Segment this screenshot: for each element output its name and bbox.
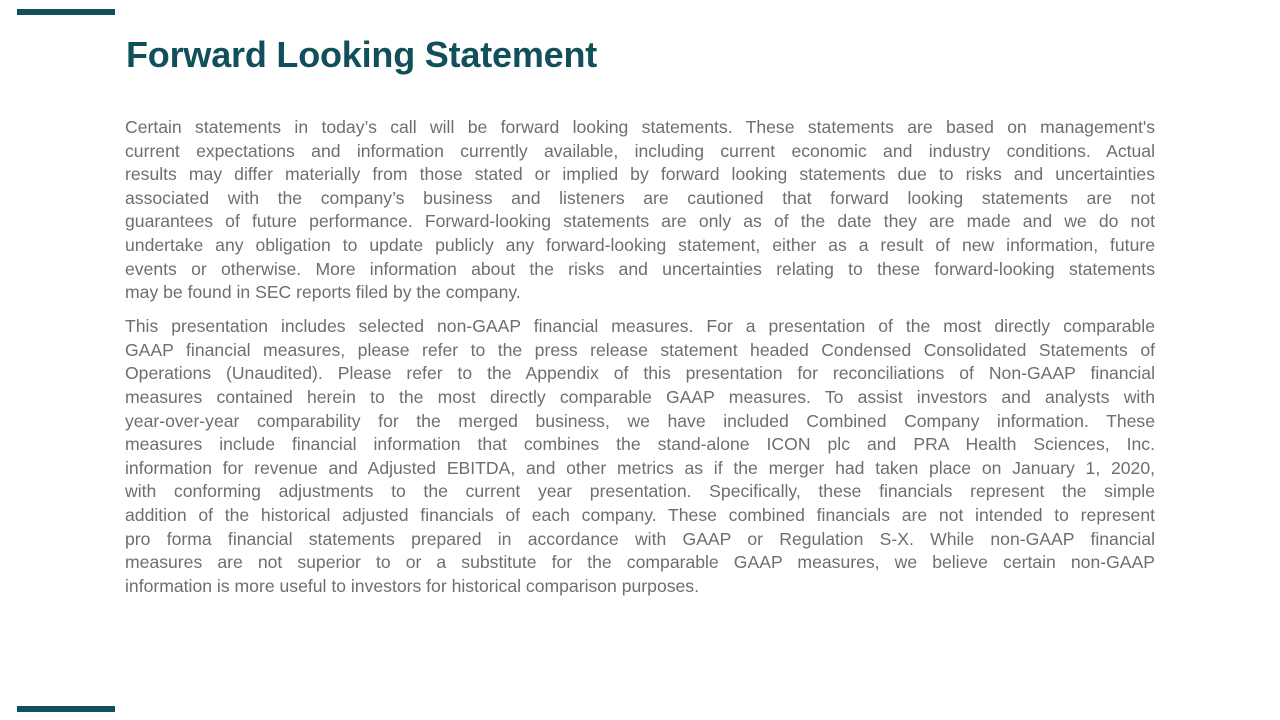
slide-title: Forward Looking Statement xyxy=(126,34,598,75)
paragraph-line: addition of the historical adjusted financials of each company. These combined financials are not intended to represent xyxy=(125,505,1155,525)
paragraph-line: guarantees of future performance. Forward-looking statements are only as of the date they are made and we do not xyxy=(125,211,1155,232)
slide-body xyxy=(125,116,1155,598)
paragraph-line: Operations (Unaudited). Please refer to the Appendix of this presentation for reconciliations of Non-GAAP financial xyxy=(125,363,1155,384)
corner-accent-bar-bottom xyxy=(17,706,115,712)
paragraph-line: information is more useful to investors for historical comparison purposes. xyxy=(125,575,699,596)
paragraph-line: with conforming adjustments to the current year presentation. Specifically, these financials represent the simple xyxy=(125,481,1155,502)
paragraph-line: measures are not superior to or a substitute for the comparable GAAP measures, we believe certain non-GAAP xyxy=(125,552,1155,573)
paragraph-line: undertake any obligation to update publicly any forward-looking statement, either as a result of new information, future xyxy=(125,234,1155,255)
paragraph-line: measures include financial information that combines the stand-alone ICON plc and PRA Health Sciences, Inc. xyxy=(125,434,1155,455)
paragraph-forward-looking xyxy=(125,116,1155,305)
paragraph-line: associated with the company’s business and listeners are cautioned that forward looking statements are not xyxy=(125,187,1155,208)
paragraph-line: measures contained herein to the most directly comparable GAAP measures. To assist investors and analysts with xyxy=(125,387,1155,408)
paragraph-line: This presentation includes selected non-GAAP financial measures. For a presentation of the most directly comparable xyxy=(125,316,1155,337)
paragraph-line: may be found in SEC reports filed by the company. xyxy=(125,282,521,303)
corner-accent-bar-top xyxy=(17,9,115,15)
paragraph-line: events or otherwise. More information about the risks and uncertainties relating to these forward-looking statements xyxy=(125,258,1155,279)
paragraph-line: Certain statements in today’s call will be forward looking statements. These statements are based on management's xyxy=(125,117,1155,137)
paragraph-line: GAAP financial measures, please refer to the press release statement headed Condensed Consolidated Statements of xyxy=(125,339,1155,360)
paragraph-line: current expectations and information currently available, including current economic and industry conditions. Actual xyxy=(125,140,1155,161)
paragraph-line: year-over-year comparability for the merged business, we have included Combined Company information. These xyxy=(125,410,1155,431)
paragraph-line: pro forma financial statements prepared in accordance with GAAP or Regulation S-X. While non-GAAP financial xyxy=(125,528,1155,549)
paragraph-line: results may differ materially from those stated or implied by forward looking statements due to risks and uncertainties xyxy=(125,164,1155,185)
paragraph-line: information for revenue and Adjusted EBITDA, and other metrics as if the merger had taken place on January 1, 2020, xyxy=(125,457,1155,478)
paragraph-non-gaap xyxy=(125,315,1155,598)
